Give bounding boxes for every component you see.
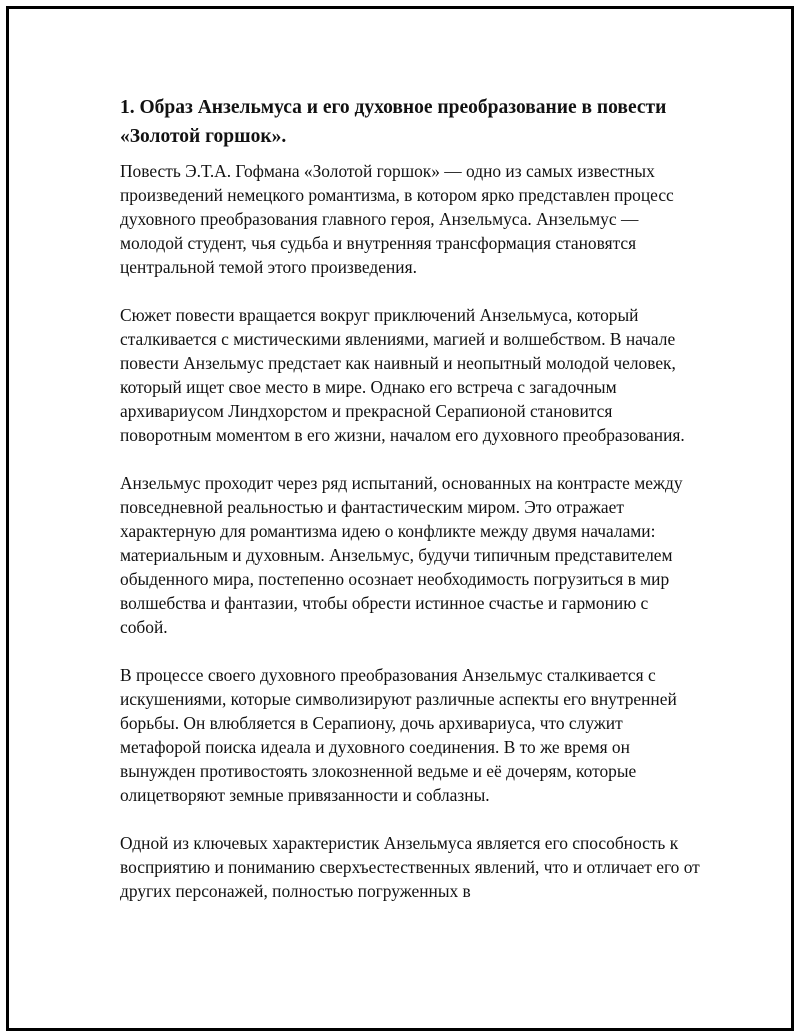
document-page	[6, 6, 794, 1031]
paragraph-3: Анзельмус проходит через ряд испытаний, основанных на контрасте между повседневной реальностью и фантастическим миром. Это отражает характерную для романтизма идею о конфликте между двумя началами: материальным и духовным. Анзельмус, будучи типичным представителем обыденного мира, постепенно осознает необходимость погрузиться в мир волшебства и фантазии, чтобы обрести истинное счастье и гармонию с собой.	[120, 473, 683, 637]
paragraph-2: Сюжет повести вращается вокруг приключений Анзельмуса, который сталкивается с мистическими явлениями, магией и волшебством. В начале повести Анзельмус предстает как наивный и неопытный молодой человек, который ищет свое место в мире. Однако его встреча с загадочным архивариусом Линдхорстом и прекрасной Серапионой становится поворотным моментом в его жизни, началом его духовного преобразования.	[120, 305, 685, 445]
paragraph-1: Повесть Э.Т.А. Гофмана «Золотой горшок» — одно из самых известных произведений немецкого романтизма, в котором ярко представлен процесс духовного преобразования главного героя, Анзельмуса. Анзельмус — молодой студент, чья судьба и внутренняя трансформация становятся центральной темой этого произведения.	[120, 161, 674, 277]
paragraph-4: В процессе своего духовного преобразования Анзельмус сталкивается с искушениями, которые символизируют различные аспекты его внутренней борьбы. Он влюбляется в Серапиону, дочь архивариуса, что служит метафорой поиска идеала и духовного соединения. В то же время он вынужден противостоять злокозненной ведьме и её дочерям, которые олицетворяют земные привязанности и соблазны.	[120, 665, 677, 805]
paragraph-5: Одной из ключевых характеристик Анзельмуса является его способность к восприятию и пониманию сверхъестественных явлений, что и отличает его от других персонажей, полностью погруженных в	[120, 833, 700, 901]
document-body	[120, 93, 700, 903]
document-title: 1. Образ Анзельмуса и его духовное преобразование в повести «Золотой горшок».	[120, 97, 667, 147]
